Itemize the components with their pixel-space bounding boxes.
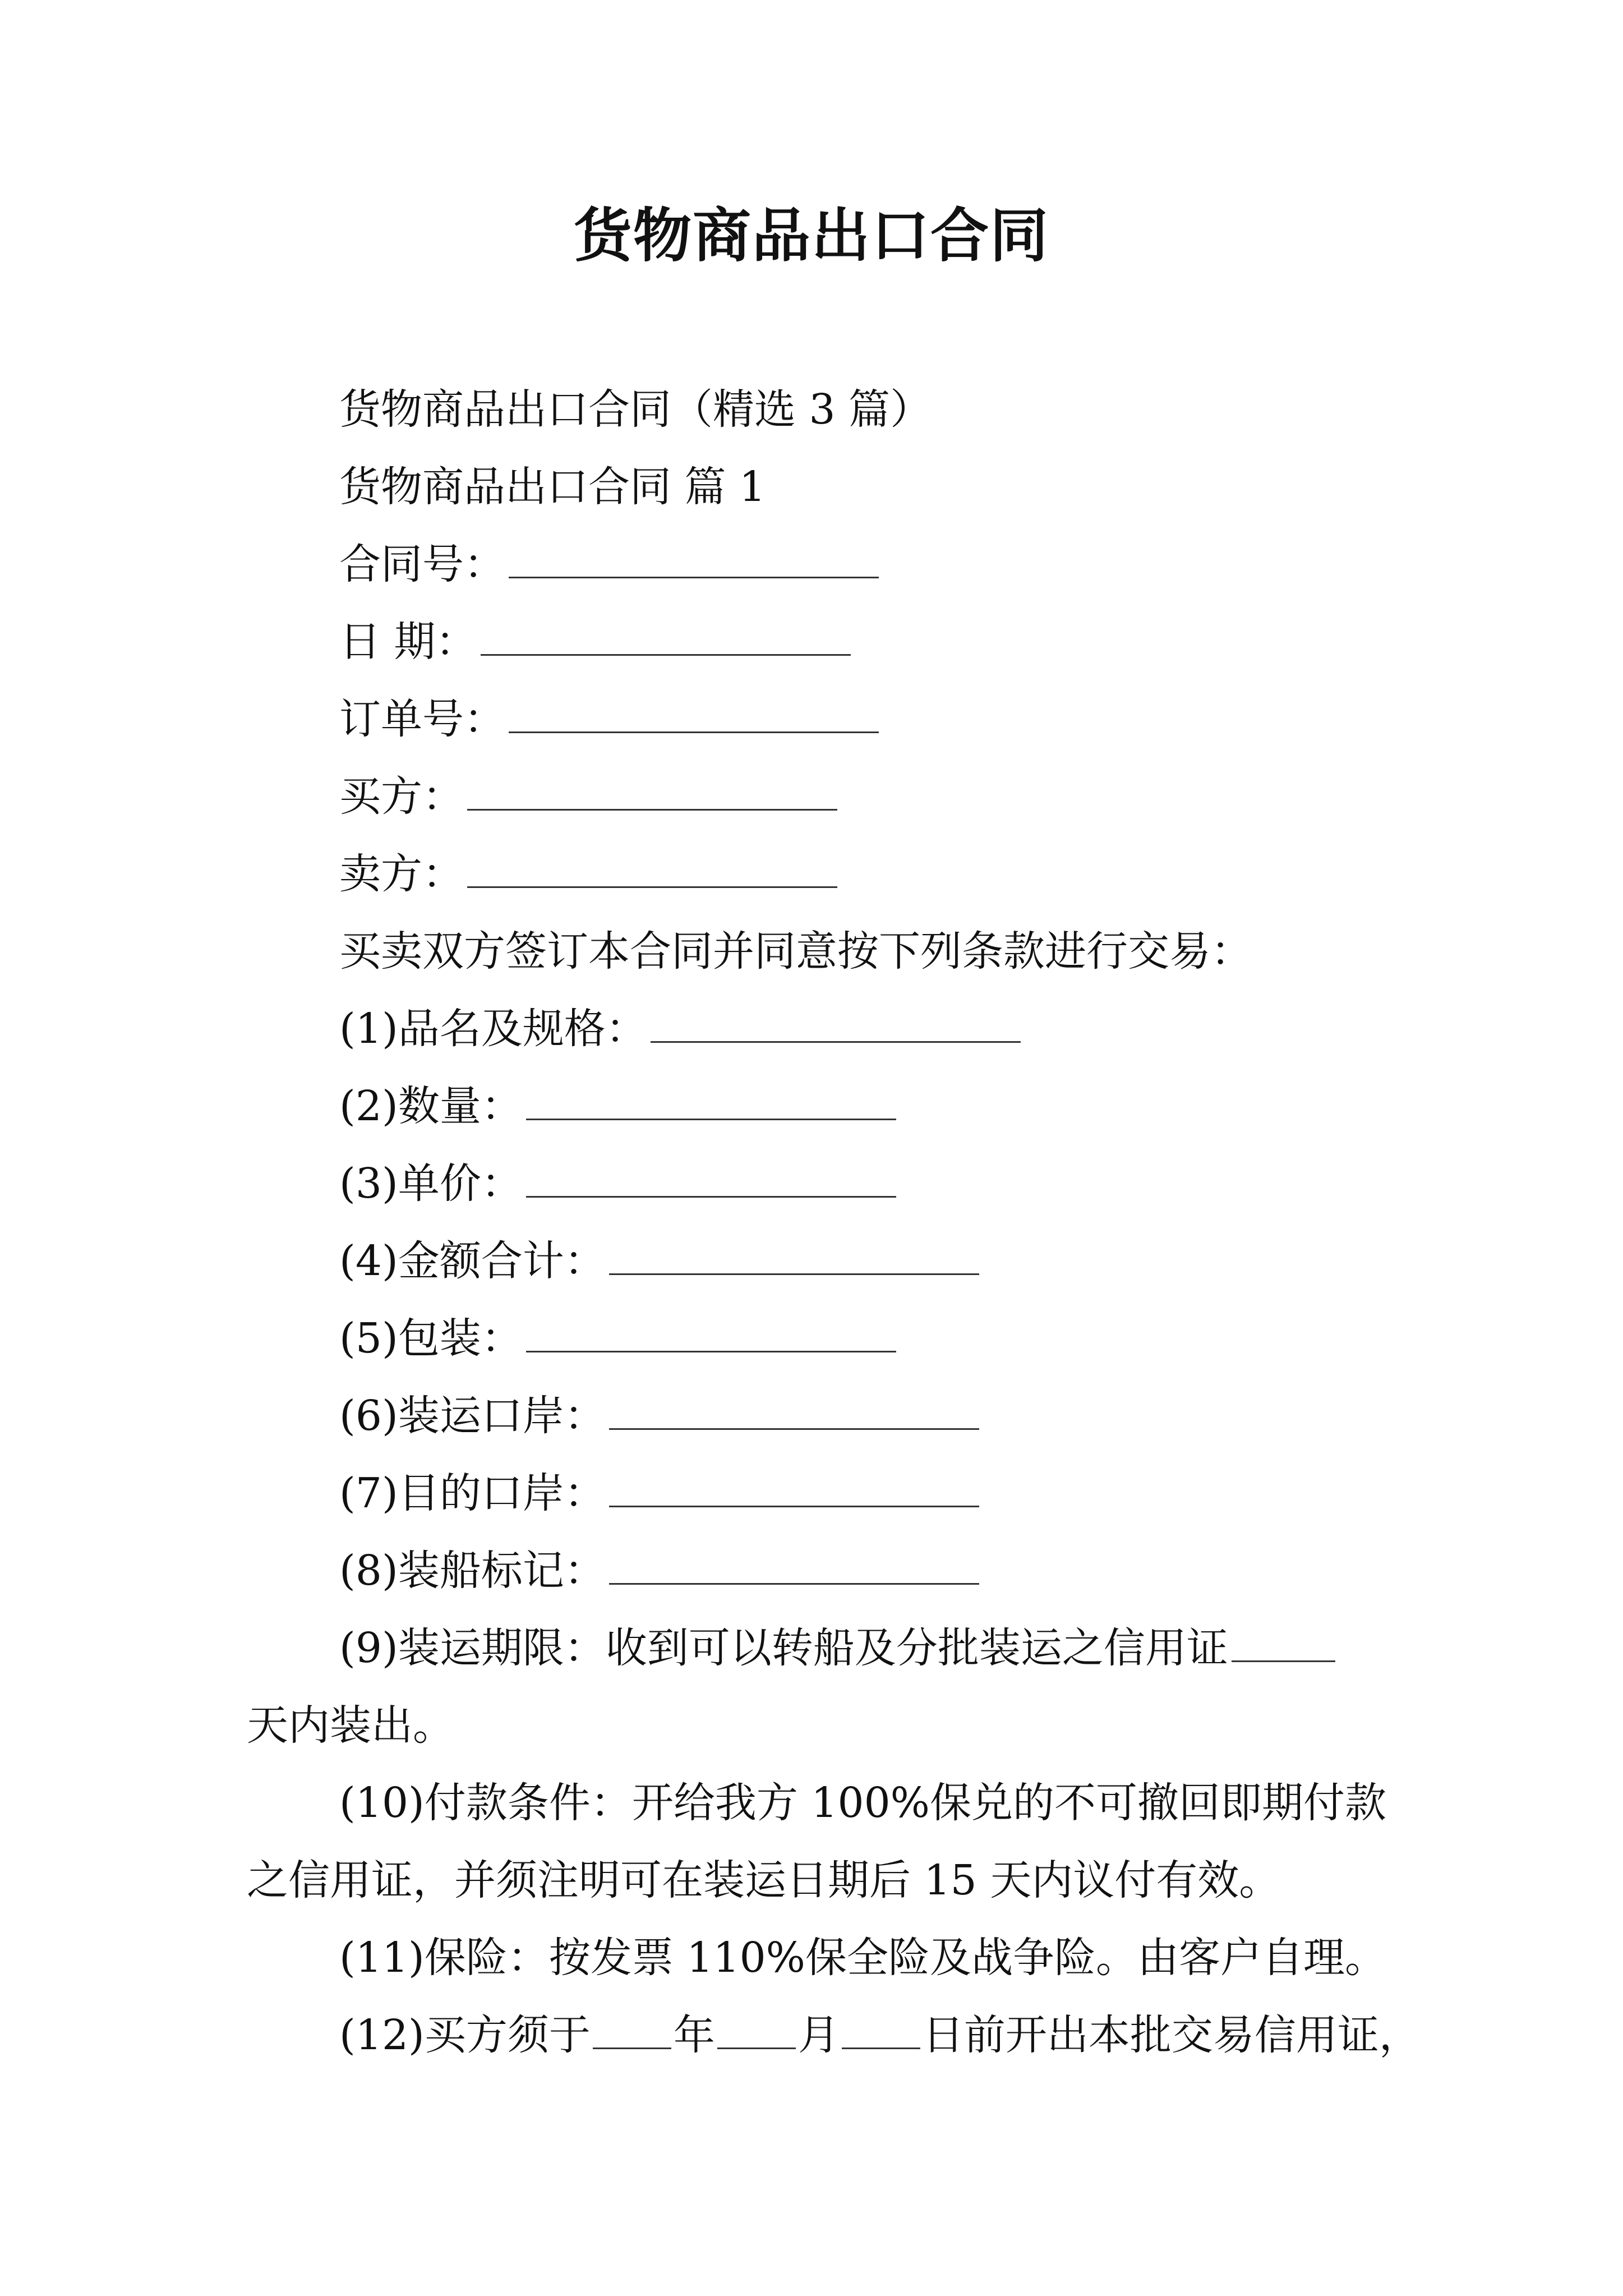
clause-11-line: (11)保险：按发票 110%保全险及战争险。由客户自理。: [339, 1934, 1386, 1982]
clause-10-line-1: (10)付款条件：开给我方 100%保兑的不可撤回即期付款: [339, 1779, 1386, 1827]
seller-row: [339, 846, 837, 902]
clause-7-row: [339, 1465, 979, 1521]
clause-9-line-1: [339, 1620, 1335, 1676]
contract-no-blank: [509, 543, 879, 578]
clause-12-month-blank: [717, 2014, 796, 2049]
clause-12-suffix: 日前开出本批交易信用证，: [922, 2011, 1421, 2059]
clause-12-month-label: 月: [797, 2011, 840, 2059]
clause-4-label: (4)金额合计：: [339, 1237, 606, 1285]
clause-5-row: [339, 1310, 896, 1366]
clause-4-row: [339, 1233, 979, 1289]
seller-blank: [467, 853, 837, 888]
date-blank: [481, 620, 851, 656]
clause-9-blank: [1232, 1627, 1335, 1662]
clause-5-blank: [526, 1317, 896, 1352]
document-title: 货物商品出口合同: [573, 201, 1049, 270]
clause-1-blank: [651, 1007, 1021, 1043]
seller-label: 卖方：: [339, 850, 464, 898]
clause-12-year-blank: [593, 2014, 671, 2049]
order-no-label: 订单号：: [339, 695, 505, 743]
clause-7-label: (7)目的口岸：: [339, 1469, 606, 1517]
clause-1-row: [339, 1001, 1021, 1057]
buyer-blank: [467, 775, 837, 811]
clause-8-row: [339, 1543, 979, 1599]
clause-8-blank: [609, 1549, 979, 1585]
clause-12-year-label: 年: [673, 2011, 715, 2059]
clause-4-blank: [609, 1240, 979, 1275]
contract-no-label: 合同号：: [339, 540, 505, 588]
date-label: 日 期：: [339, 618, 477, 666]
clause-6-row: [339, 1388, 979, 1444]
section-heading: 货物商品出口合同 篇 1: [339, 463, 766, 511]
clause-1-label: (1)品名及规格：: [339, 1005, 647, 1053]
buyer-row: [339, 769, 837, 825]
clause-3-blank: [526, 1162, 896, 1198]
clause-6-label: (6)装运口岸：: [339, 1392, 606, 1440]
clause-2-label: (2)数量：: [339, 1082, 523, 1130]
clause-3-row: [339, 1156, 896, 1212]
clause-10-line-2: 之信用证，并须注明可在装运日期后 15 天内议付有效。: [247, 1856, 1281, 1904]
contract-no-row: [339, 536, 879, 592]
clause-7-blank: [609, 1472, 979, 1507]
intro-paragraph: 买卖双方签订本合同并同意按下列条款进行交易：: [339, 927, 1252, 976]
clause-8-label: (8)装船标记：: [339, 1547, 606, 1595]
order-no-blank: [509, 698, 879, 733]
date-row: [339, 614, 851, 670]
order-no-row: [339, 691, 879, 747]
buyer-label: 买方：: [339, 772, 464, 821]
clause-12-line-1: [339, 2007, 1421, 2063]
document-subtitle: 货物商品出口合同（精选 3 篇）: [339, 385, 932, 434]
clause-2-row: [339, 1078, 896, 1134]
clause-9-text: (9)装运期限：收到可以转船及分批装运之信用证: [339, 1624, 1228, 1672]
clause-12-prefix: (12)买方须于: [339, 2011, 591, 2059]
clause-3-label: (3)单价：: [339, 1159, 523, 1208]
clause-12-day-blank: [842, 2014, 920, 2049]
clause-2-blank: [526, 1085, 896, 1120]
clause-6-blank: [609, 1395, 979, 1430]
clause-5-label: (5)包装：: [339, 1314, 523, 1363]
clause-9-line-2: 天内装出。: [247, 1701, 454, 1750]
